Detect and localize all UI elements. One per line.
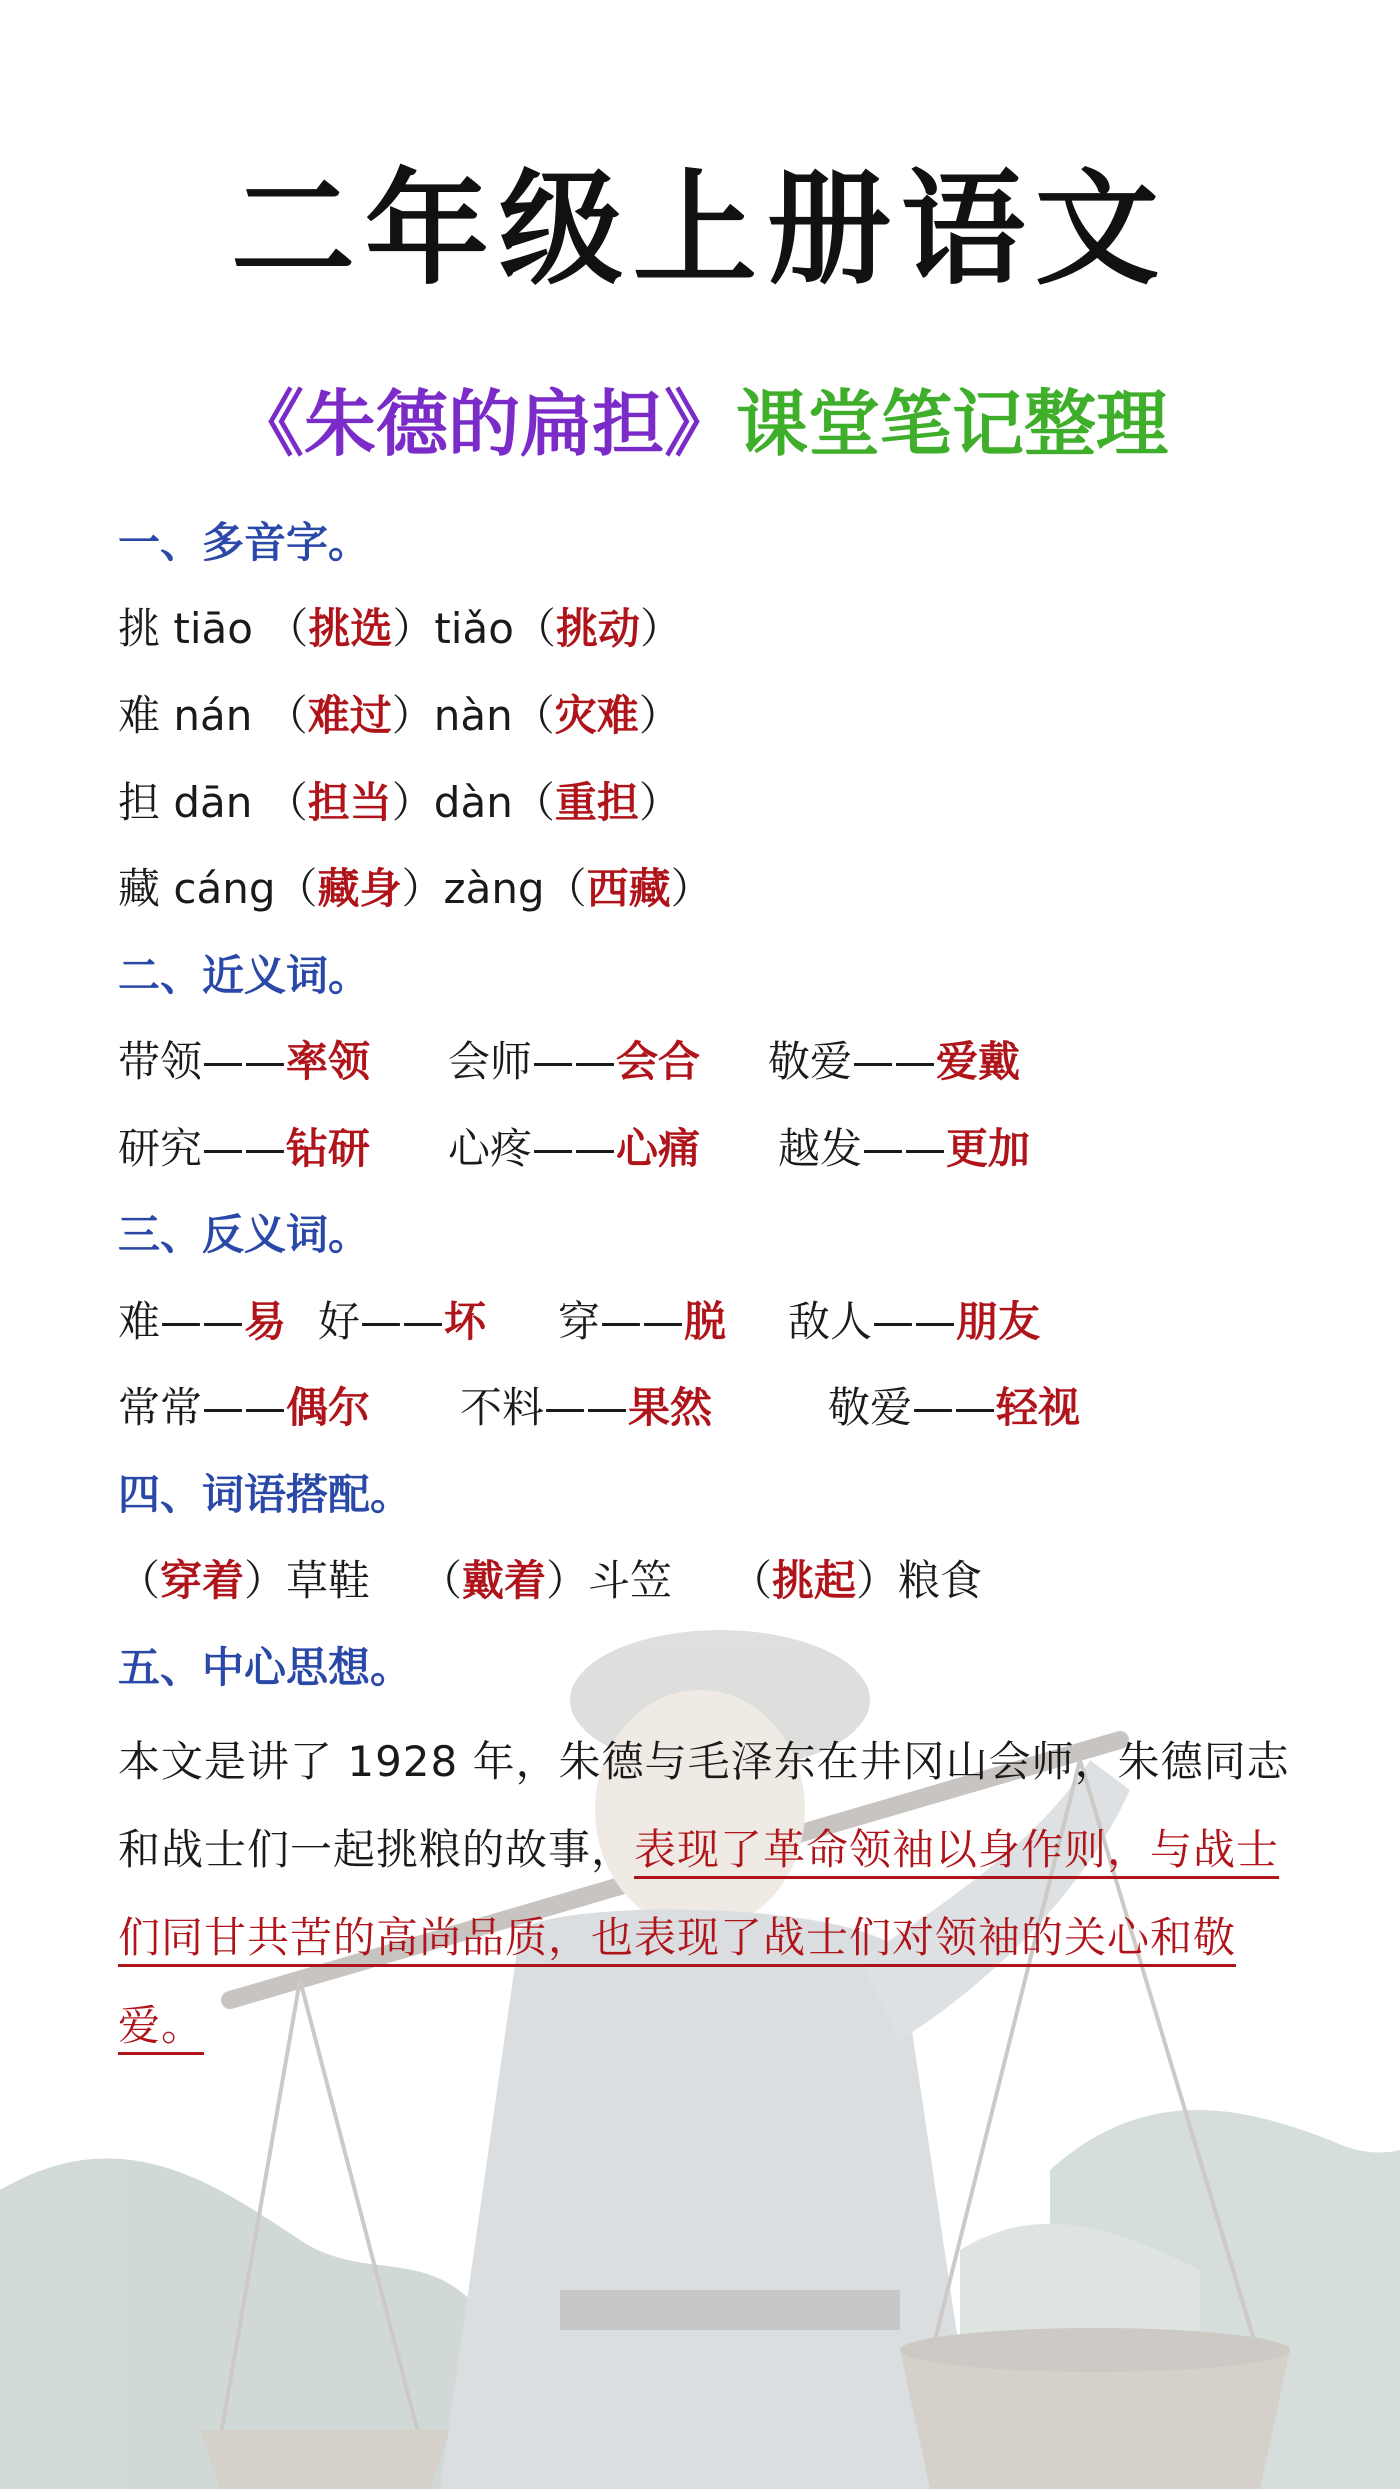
theme-paragraph	[118, 1718, 1298, 2070]
word-pair: 不料——果然	[460, 1383, 713, 1432]
word-pair: 心疼——心痛	[448, 1124, 701, 1173]
pinyin: dān	[173, 778, 253, 827]
char: 藏	[118, 864, 161, 913]
subtitle-book: 《朱德的扁担》	[231, 382, 736, 466]
page-title: 二年级上册语文	[230, 158, 1169, 302]
word-pair: 敬爱——爱戴	[768, 1037, 1021, 1086]
pinyin: nàn	[433, 691, 513, 740]
section-heading-polyphonic: 一、多音字。	[118, 518, 371, 567]
polyphonic-row: 难 nán （难过）nàn（灾难）	[118, 691, 681, 740]
answer: 挑选	[308, 604, 393, 653]
answer: 西藏	[586, 864, 671, 913]
antonym-row	[118, 1297, 1298, 1346]
synonym-row	[118, 1124, 1298, 1173]
word-pair: 越发——更加	[778, 1124, 1031, 1173]
answer: 挑动	[555, 604, 640, 653]
answer: 灾难	[554, 691, 639, 740]
section-heading-theme: 五、中心思想。	[118, 1643, 413, 1692]
collocation-item: （挑起）粮食	[730, 1556, 983, 1605]
word-pair: 穿——脱	[558, 1297, 727, 1346]
pinyin: zàng	[443, 864, 545, 913]
word-pair: 敬爱——轻视	[828, 1383, 1081, 1432]
theme-plain: 本文是讲了 1928 年，朱德与毛泽东在井冈山会师，朱德同志和战士们一起挑粮的故事，	[118, 1737, 1290, 1874]
answer: 难过	[307, 691, 392, 740]
char: 担	[118, 778, 161, 827]
subtitle	[0, 382, 1400, 466]
belt	[560, 2290, 900, 2330]
collocation-item: （穿着）草鞋	[118, 1556, 371, 1605]
section-heading-collocations: 四、词语搭配。	[118, 1470, 413, 1519]
word-pair: 难——易	[118, 1297, 287, 1346]
polyphonic-row: 藏 cáng（藏身）zàng（西藏）	[118, 864, 713, 913]
word-pair: 常常——偶尔	[118, 1383, 371, 1432]
pinyin: dàn	[433, 778, 513, 827]
word-pair: 敌人——朋友	[788, 1297, 1041, 1346]
synonym-row	[118, 1037, 1298, 1086]
word-pair: 会师——会合	[448, 1037, 701, 1086]
antonym-row	[118, 1383, 1298, 1432]
answer: 重担	[554, 778, 639, 827]
polyphonic-row: 挑 tiāo （挑选）tiǎo（挑动）	[118, 604, 682, 653]
pinyin: tiǎo	[434, 604, 514, 653]
word-pair: 好——坏	[318, 1297, 487, 1346]
basket-left	[200, 2430, 450, 2489]
collocation-row	[118, 1556, 1298, 1605]
answer: 担当	[307, 778, 392, 827]
pinyin: nán	[173, 691, 253, 740]
collocation-item: （戴着）斗笠	[420, 1556, 673, 1605]
answer: 藏身	[317, 864, 402, 913]
word-pair: 带领——率领	[118, 1037, 371, 1086]
pinyin: cáng	[173, 864, 276, 913]
char: 挑	[118, 604, 161, 653]
section-heading-antonyms: 三、反义词。	[118, 1210, 371, 1259]
char: 难	[118, 691, 161, 740]
word-pair: 研究——钻研	[118, 1124, 371, 1173]
theme-highlight: 表现了革命领袖以身作则，与战士们同甘共苦的高尚品质，也表现了战士们对领袖的关心和敬爱。	[118, 1825, 1280, 2050]
section-heading-synonyms: 二、近义词。	[118, 951, 371, 1000]
polyphonic-row: 担 dān （担当）dàn（重担）	[118, 778, 681, 827]
pinyin: tiāo	[173, 604, 253, 653]
subtitle-notes: 课堂笔记整理	[736, 382, 1169, 466]
